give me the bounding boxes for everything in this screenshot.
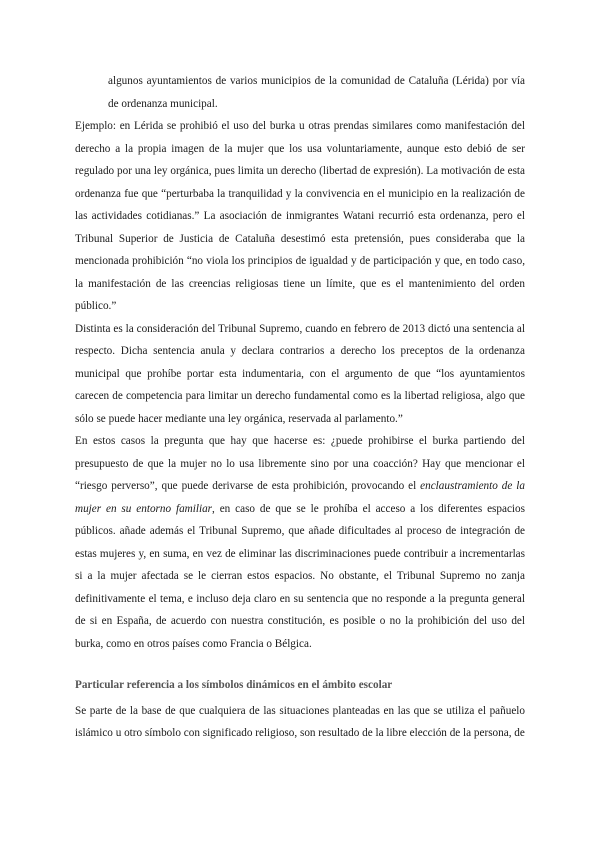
paragraph-tribunal-supremo: Distinta es la consideración del Tribunal Supremo, cuando en febrero de 2013 dictó una sentencia al respecto. Dicha sentencia anula y declara contrarios a derecho los preceptos de la ordenanza municipal que prohíbe portar esta indumentaria, con el argumento de que “los ayuntamientos carecen de competencia para limitar un derecho fundamental como es la libertad religiosa, algo que sólo se puede hacer mediante una ley orgánica, reservada al parlamento.” <box>75 322 525 425</box>
paragraph-example-lerida: Ejemplo: en Lérida se prohibió el uso del burka u otras prendas similares como manifestación del derecho a la propia imagen de la mujer que los usa voluntariamente, aunque esto debió de ser regulado por una ley orgánica, pues limita un derecho (libertad de expresión). La motivación de esta ordenanza fue que “perturbaba la tranquilidad y la convivencia en el municipio en la realización de las actividades cotidianas.” La asociación de inmigrantes Watani recurrió esta ordenanza, pero el Tribunal Superior de Justicia de Cataluña desestimó esta pretensión, pues consideraba que la mencionada prohibición “no viola los principios de igualdad y de participación y que, en todo caso, la manifestación de las creencias religiosas tiene un límite, que es el mantenimiento del orden público.” <box>75 120 525 312</box>
section-heading: Particular referencia a los símbolos dinámicos en el ámbito escolar <box>75 679 393 691</box>
paragraph-continuation: algunos ayuntamientos de varios municipios de la comunidad de Cataluña (Lérida) por vía de ordenanza municipal. <box>108 75 525 110</box>
paragraph-burka-question-part2: , en caso de que se le prohíba el acceso a los diferentes espacios públicos. añade además el Tribunal Supremo, que añade dificultades al proceso de integración de estas mujeres y, en suma, en vez de eliminar las discriminaciones puede contribuir a incrementarlas si a la mujer afectada se le cierran estos espacios. No obstante, el Tribunal Supremo no zanja definitivamente el tema, e incluso deja claro en su sentencia que no responde a la pregunta general de si en España, de acuerdo con nuestra constitución, es posible o no la prohibición del uso del burka, como en otros países como Francia o Bélgica. <box>75 502 525 650</box>
paragraph-burka-question <box>75 430 525 655</box>
document-body <box>75 70 525 745</box>
paragraph-school-symbols: Se parte de la base de que cualquiera de las situaciones planteadas en las que se utiliza el pañuelo islámico u otro símbolo con significado religioso, son resultado de la libre elección de la persona, de <box>75 704 525 739</box>
paragraph-burka-question-part1: En estos casos la pregunta que hay que hacerse es: ¿puede prohibirse el burka partiendo del presupuesto de que la mujer no lo usa libremente sino por una coacción? Hay que mencionar el “riesgo perverso”, que puede derivarse de esta prohibición, provocando el <box>75 435 525 492</box>
emphasis-enclaustramiento: enclaustramiento de la mujer en su entorno familiar <box>75 480 525 515</box>
